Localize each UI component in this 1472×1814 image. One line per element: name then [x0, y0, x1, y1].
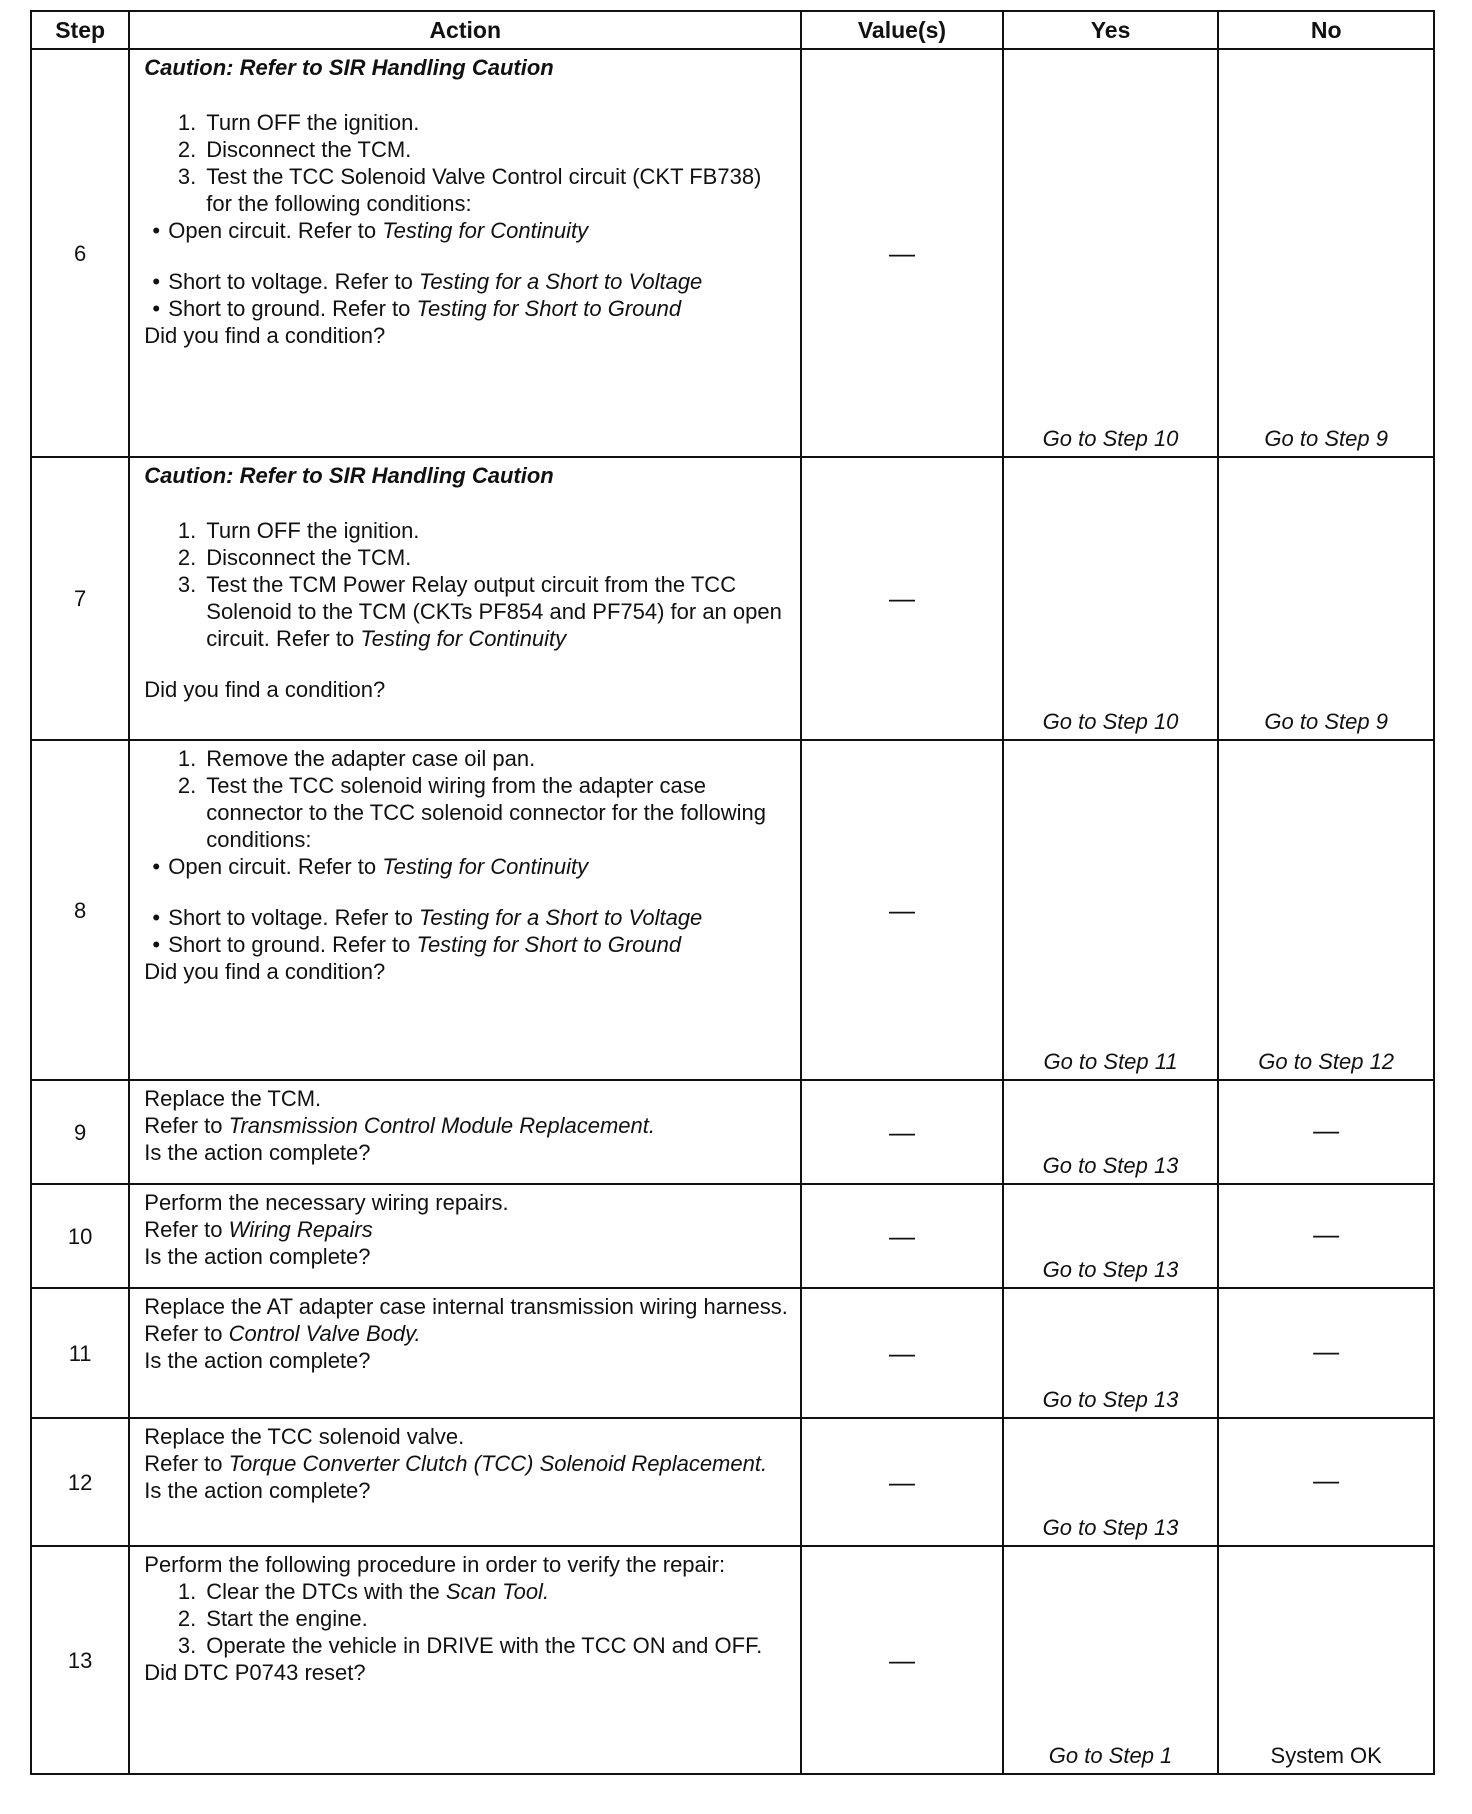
yes-cell: Go to Step 10	[1003, 457, 1219, 740]
action-cell	[129, 1080, 801, 1184]
no-cell: —	[1218, 1080, 1434, 1184]
step-number: 7	[31, 457, 129, 740]
no-cell: —	[1218, 1288, 1434, 1418]
table-row	[31, 457, 1434, 740]
yes-cell: Go to Step 13	[1003, 1418, 1219, 1546]
action-cell	[129, 740, 801, 1080]
list-item: 1. Turn OFF the ignition.	[177, 110, 420, 135]
question-text: Is the action complete?	[144, 1244, 371, 1269]
reference-link: Testing for a Short to Voltage	[418, 269, 703, 294]
no-cell: —	[1218, 1418, 1434, 1546]
header-row	[31, 11, 1434, 49]
reference-link: Testing for Continuity	[382, 854, 589, 879]
bullet-item: • Short to voltage. Refer to Testing for a Short to Voltage	[152, 905, 703, 930]
value-cell: —	[801, 740, 1003, 1080]
question-text: Is the action complete?	[144, 1478, 371, 1503]
list-item: 1. Remove the adapter case oil pan.	[177, 746, 536, 771]
question-text: Did you find a condition?	[144, 323, 386, 348]
action-cell	[129, 457, 801, 740]
action-text: Perform the necessary wiring repairs.	[144, 1190, 509, 1215]
table-row	[31, 1184, 1434, 1288]
value-cell: —	[801, 49, 1003, 457]
reference-link: Wiring Repairs	[228, 1217, 373, 1242]
reference-line: Refer to Wiring Repairs	[144, 1217, 373, 1242]
list-item: 2. Start the engine.	[177, 1606, 368, 1631]
header-action: Action	[129, 11, 801, 49]
list-item: 2. Disconnect the TCM.	[177, 545, 412, 570]
action-text: Replace the AT adapter case internal transmission wiring harness.	[144, 1294, 788, 1319]
table-row	[31, 740, 1434, 1080]
list-item: 2. Test the TCC solenoid wiring from the adapter case connector to the TCC solenoid connector for the following conditions:	[177, 773, 766, 852]
question-text: Did DTC P0743 reset?	[144, 1660, 366, 1685]
reference-line: Refer to Transmission Control Module Replacement.	[144, 1113, 655, 1138]
yes-cell: Go to Step 13	[1003, 1184, 1219, 1288]
header-no: No	[1218, 11, 1434, 49]
reference-line: Refer to Control Valve Body.	[144, 1321, 421, 1346]
yes-cell: Go to Step 13	[1003, 1288, 1219, 1418]
step-number: 8	[31, 740, 129, 1080]
value-cell: —	[801, 1418, 1003, 1546]
header-step: Step	[31, 11, 129, 49]
bullet-item: • Short to voltage. Refer to Testing for a Short to Voltage	[152, 269, 703, 294]
reference-link: Transmission Control Module Replacement.	[228, 1113, 655, 1138]
reference-link: Scan Tool.	[445, 1579, 550, 1604]
action-cell	[129, 1184, 801, 1288]
yes-cell: Go to Step 10	[1003, 49, 1219, 457]
question-text: Did you find a condition?	[144, 677, 386, 702]
no-cell: Go to Step 9	[1218, 457, 1434, 740]
bullet-item: • Open circuit. Refer to Testing for Continuity	[152, 854, 589, 879]
step-number: 10	[31, 1184, 129, 1288]
caution-text: Caution: Refer to SIR Handling Caution	[144, 55, 554, 80]
table-row	[31, 49, 1434, 457]
list-item: 3. Operate the vehicle in DRIVE with the TCC ON and OFF.	[177, 1633, 763, 1658]
table-row	[31, 1080, 1434, 1184]
no-cell: —	[1218, 1184, 1434, 1288]
value-cell: —	[801, 457, 1003, 740]
reference-link: Control Valve Body.	[228, 1321, 421, 1346]
bullet-item: • Open circuit. Refer to Testing for Continuity	[152, 218, 589, 243]
reference-link: Testing for Short to Ground	[416, 296, 682, 321]
question-text: Did you find a condition?	[144, 959, 386, 984]
yes-cell: Go to Step 1	[1003, 1546, 1219, 1774]
caution-text: Caution: Refer to SIR Handling Caution	[144, 463, 554, 488]
step-number: 12	[31, 1418, 129, 1546]
diagnostic-table	[30, 10, 1435, 1775]
bullet-item: • Short to ground. Refer to Testing for Short to Ground	[152, 296, 682, 321]
table-row	[31, 1546, 1434, 1774]
list-item: 1. Clear the DTCs with the Scan Tool.	[177, 1579, 550, 1604]
yes-cell: Go to Step 13	[1003, 1080, 1219, 1184]
list-item: 3. Test the TCM Power Relay output circuit from the TCC Solenoid to the TCM (CKTs PF854 and PF754) for an open circuit. Refer to Testing for Continuity	[177, 572, 782, 651]
list-item: 3. Test the TCC Solenoid Valve Control circuit (CKT FB738) for the following conditions:	[177, 164, 762, 216]
action-cell	[129, 49, 801, 457]
no-cell: System OK	[1218, 1546, 1434, 1774]
action-cell	[129, 1288, 801, 1418]
table-row	[31, 1288, 1434, 1418]
step-number: 11	[31, 1288, 129, 1418]
question-text: Is the action complete?	[144, 1348, 371, 1373]
reference-link: Torque Converter Clutch (TCC) Solenoid Replacement.	[228, 1451, 768, 1476]
reference-link: Testing for Short to Ground	[416, 932, 682, 957]
reference-link: Testing for a Short to Voltage	[418, 905, 703, 930]
action-cell	[129, 1546, 801, 1774]
list-item: 2. Disconnect the TCM.	[177, 137, 412, 162]
action-text: Replace the TCC solenoid valve.	[144, 1424, 465, 1449]
header-values: Value(s)	[801, 11, 1003, 49]
value-cell: —	[801, 1080, 1003, 1184]
table-row	[31, 1418, 1434, 1546]
reference-line: Refer to Torque Converter Clutch (TCC) Solenoid Replacement.	[144, 1451, 768, 1476]
step-number: 6	[31, 49, 129, 457]
step-number: 9	[31, 1080, 129, 1184]
reference-link: Testing for Continuity	[360, 626, 567, 651]
yes-cell: Go to Step 11	[1003, 740, 1219, 1080]
action-cell	[129, 1418, 801, 1546]
bullet-item: • Short to ground. Refer to Testing for Short to Ground	[152, 932, 682, 957]
value-cell: —	[801, 1184, 1003, 1288]
action-text: Perform the following procedure in order to verify the repair:	[144, 1552, 726, 1577]
step-number: 13	[31, 1546, 129, 1774]
action-text: Replace the TCM.	[144, 1086, 322, 1111]
no-cell: Go to Step 9	[1218, 49, 1434, 457]
no-cell: Go to Step 12	[1218, 740, 1434, 1080]
question-text: Is the action complete?	[144, 1140, 371, 1165]
value-cell: —	[801, 1546, 1003, 1774]
header-yes: Yes	[1003, 11, 1219, 49]
list-item: 1. Turn OFF the ignition.	[177, 518, 420, 543]
value-cell: —	[801, 1288, 1003, 1418]
reference-link: Testing for Continuity	[382, 218, 589, 243]
